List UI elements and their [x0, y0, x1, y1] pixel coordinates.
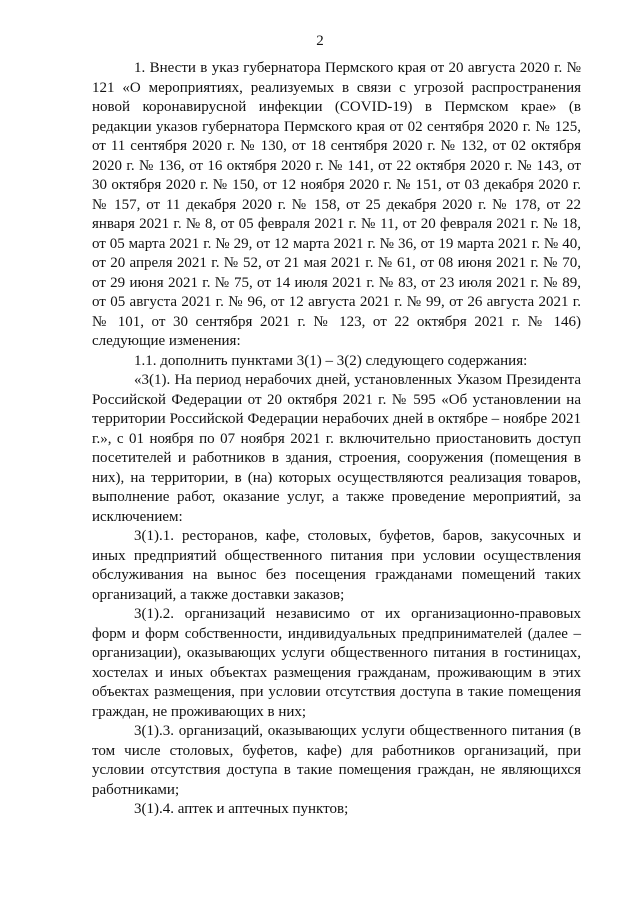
document-body	[92, 59, 581, 820]
paragraph-clause-3-1-3: 3(1).3. организаций, оказывающих услуги общественного питания (в том числе столовых, буфетов, кафе) для работников организаций, при условии отсутствия доступа в такие помещения граждан, не являющихся работниками;	[92, 723, 581, 798]
paragraph-clause-3-1-4: 3(1).4. аптек и аптечных пунктов;	[134, 801, 349, 817]
page-number: 2	[316, 33, 324, 49]
paragraph-item-1: 1. Внести в указ губернатора Пермского края от 20 августа 2020 г. № 121 «О мероприятиях, реализуемых в связи с угрозой распространения новой коронавирусной инфекции (COVID-19) в Пермском крае» (в редакции указов губернатора Пермского края от 02 сентября 2020 г. № 125, от 11 сентября 2020 г. № 130, от 18 сентября 2020 г. № 132, от 02 октября 2020 г. № 136, от 16 октября 2020 г. № 141, от 22 октября 2020 г. № 143, от 30 октября 2020 г. № 150, от 12 ноября 2020 г. № 151, от 03 декабря 2020 г. № 157, от 11 декабря 2020 г. № 158, от 25 декабря 2020 г. № 178, от 22 января 2021 г. № 8, от 05 февраля 2021 г. № 11, от 20 февраля 2021 г. № 18, от 05 марта 2021 г. № 29, от 12 марта 2021 г. № 36, от 19 марта 2021 г. № 40, от 20 апреля 2021 г. № 52, от 21 мая 2021 г. № 61, от 08 июня 2021 г. № 70, от 29 июня 2021 г. № 75, от 14 июля 2021 г. № 83, от 23 июля 2021 г. № 89, от 05 августа 2021 г. № 96, от 12 августа 2021 г. № 99, от 26 августа 2021 г. № 101, от 30 сентября 2021 г. № 123, от 22 октября 2021 г. № 146) следующие изменения:	[92, 60, 581, 349]
paragraph-clause-3-1: «3(1). На период нерабочих дней, установленных Указом Президента Российской Федерации от 20 октября 2021 г. № 595 «Об установлении на территории Российской Федерации нерабочих дней в октябре – ноябре 2021 г.», с 01 ноября по 07 ноября 2021 г. включительно приостановить доступ посетителей и работников в здания, строения, сооружения (помещения в них), на территории, в (на) которых осуществляются реализация товаров, выполнение работ, оказание услуг, а также проведение мероприятий, за исключением:	[92, 372, 581, 525]
paragraph-subitem-1-1: 1.1. дополнить пунктами 3(1) – 3(2) следующего содержания:	[134, 352, 528, 369]
paragraph-clause-3-1-1: 3(1).1. ресторанов, кафе, столовых, буфетов, баров, закусочных и иных предприятий общественного питания при условии осуществления обслуживания на вынос без посещения гражданами помещений таких организаций, а также доставки заказов;	[92, 528, 581, 603]
paragraph-clause-3-1-2: 3(1).2. организаций независимо от их организационно-правовых форм и форм собственности, индивидуальных предпринимателей (далее – организации), оказывающих услуги общественного питания в гостиницах, хостелах и иных объектах размещения гражданам, проживающим в этих объектах размещения, при условии отсутствия доступа в такие помещения граждан, не проживающих в них;	[92, 606, 581, 720]
